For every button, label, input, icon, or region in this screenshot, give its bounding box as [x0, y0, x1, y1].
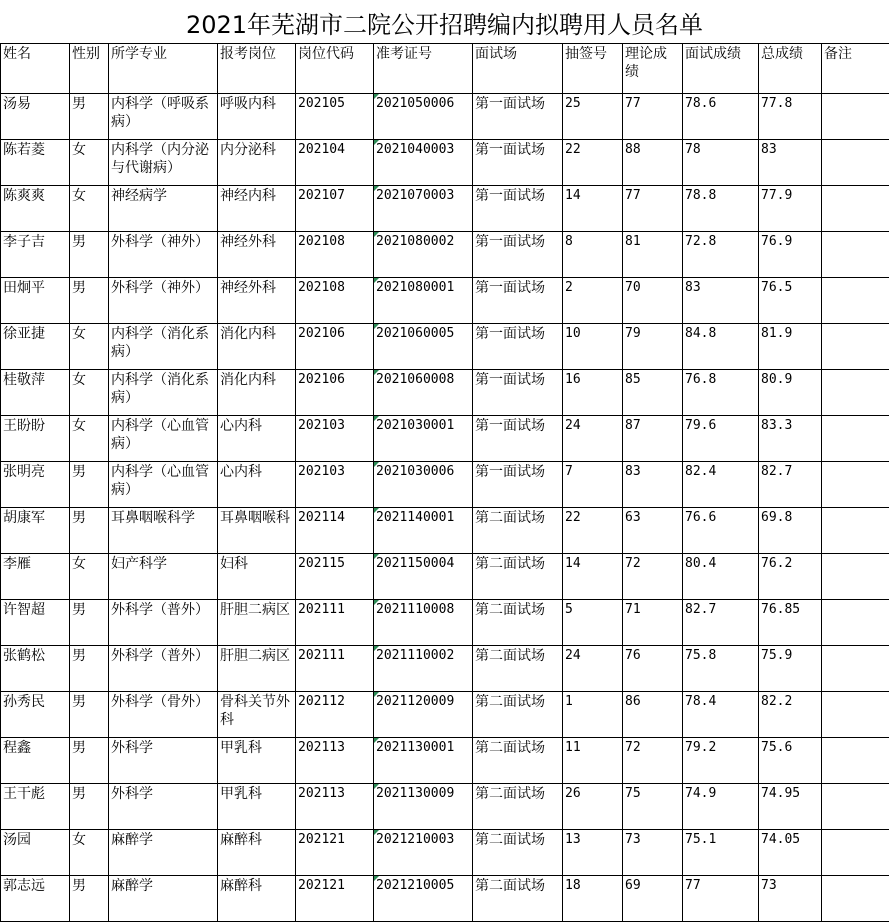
column-header-name: 姓名	[1, 44, 70, 94]
cell-note	[822, 692, 889, 738]
cell-major: 神经病学	[109, 186, 218, 232]
cell-interview-score: 83	[683, 278, 759, 324]
cell-gender: 女	[70, 416, 109, 462]
cell-ticket-number: 2021070003	[374, 186, 473, 232]
cell-draw-number: 18	[563, 876, 623, 922]
cell-position: 内分泌科	[218, 140, 296, 186]
cell-theory-score: 88	[623, 140, 683, 186]
cell-name: 郭志远	[1, 876, 70, 922]
table-row	[1, 232, 889, 278]
cell-ticket-number: 2021210005	[374, 876, 473, 922]
table-row	[1, 738, 889, 784]
cell-position: 呼吸内科	[218, 94, 296, 140]
cell-ticket-number: 2021110002	[374, 646, 473, 692]
cell-position-code: 202111	[296, 646, 374, 692]
cell-position: 耳鼻咽喉科	[218, 508, 296, 554]
cell-interview-room: 第一面试场	[473, 462, 563, 508]
column-header-interview-room: 面试场	[473, 44, 563, 94]
table-row	[1, 370, 889, 416]
cell-total-score: 77.9	[759, 186, 822, 232]
cell-total-score: 83.3	[759, 416, 822, 462]
table-row	[1, 876, 889, 922]
cell-major: 麻醉学	[109, 876, 218, 922]
column-header-major: 所学专业	[109, 44, 218, 94]
cell-position-code: 202115	[296, 554, 374, 600]
cell-ticket-number: 2021080002	[374, 232, 473, 278]
cell-position-code: 202106	[296, 370, 374, 416]
cell-interview-score: 77	[683, 876, 759, 922]
cell-position-code: 202112	[296, 692, 374, 738]
cell-theory-score: 81	[623, 232, 683, 278]
cell-ticket-number: 2021150004	[374, 554, 473, 600]
cell-ticket-number: 2021030001	[374, 416, 473, 462]
cell-interview-score: 75.8	[683, 646, 759, 692]
cell-interview-score: 79.2	[683, 738, 759, 784]
cell-interview-score: 84.8	[683, 324, 759, 370]
header-row	[1, 44, 889, 94]
cell-interview-score: 78	[683, 140, 759, 186]
page-title: 2021年芜湖市二院公开招聘编内拟聘用人员名单	[0, 0, 889, 43]
cell-gender: 女	[70, 370, 109, 416]
cell-theory-score: 70	[623, 278, 683, 324]
cell-note	[822, 232, 889, 278]
cell-interview-score: 78.4	[683, 692, 759, 738]
cell-interview-room: 第一面试场	[473, 416, 563, 462]
cell-draw-number: 7	[563, 462, 623, 508]
cell-gender: 男	[70, 738, 109, 784]
cell-ticket-number: 2021130001	[374, 738, 473, 784]
cell-ticket-number: 2021130009	[374, 784, 473, 830]
cell-position: 甲乳科	[218, 738, 296, 784]
cell-ticket-number: 2021080001	[374, 278, 473, 324]
cell-position-code: 202106	[296, 324, 374, 370]
cell-gender: 男	[70, 94, 109, 140]
cell-draw-number: 13	[563, 830, 623, 876]
cell-name: 李子吉	[1, 232, 70, 278]
column-header-interview-score: 面试成绩	[683, 44, 759, 94]
cell-ticket-number: 2021120009	[374, 692, 473, 738]
cell-interview-room: 第二面试场	[473, 876, 563, 922]
cell-note	[822, 876, 889, 922]
cell-draw-number: 16	[563, 370, 623, 416]
cell-note	[822, 278, 889, 324]
cell-major: 麻醉学	[109, 830, 218, 876]
cell-interview-room: 第一面试场	[473, 186, 563, 232]
cell-draw-number: 8	[563, 232, 623, 278]
cell-draw-number: 10	[563, 324, 623, 370]
cell-major: 内科学（呼吸系病）	[109, 94, 218, 140]
table-row	[1, 554, 889, 600]
table-row	[1, 324, 889, 370]
cell-draw-number: 2	[563, 278, 623, 324]
cell-position: 消化内科	[218, 324, 296, 370]
cell-major: 妇产科学	[109, 554, 218, 600]
cell-major: 内科学（消化系病）	[109, 324, 218, 370]
cell-name: 陈爽爽	[1, 186, 70, 232]
roster-body	[1, 94, 889, 922]
cell-total-score: 76.5	[759, 278, 822, 324]
cell-name: 许智超	[1, 600, 70, 646]
cell-interview-score: 75.1	[683, 830, 759, 876]
cell-draw-number: 26	[563, 784, 623, 830]
cell-interview-room: 第二面试场	[473, 784, 563, 830]
cell-draw-number: 14	[563, 186, 623, 232]
cell-note	[822, 186, 889, 232]
cell-interview-room: 第一面试场	[473, 94, 563, 140]
cell-position-code: 202105	[296, 94, 374, 140]
cell-total-score: 81.9	[759, 324, 822, 370]
table-row	[1, 186, 889, 232]
column-header-position-code: 岗位代码	[296, 44, 374, 94]
cell-gender: 男	[70, 600, 109, 646]
column-header-total-score: 总成绩	[759, 44, 822, 94]
column-header-theory-score: 理论成绩	[623, 44, 683, 94]
cell-total-score: 77.8	[759, 94, 822, 140]
cell-interview-score: 82.4	[683, 462, 759, 508]
column-header-ticket-number: 准考证号	[374, 44, 473, 94]
cell-ticket-number: 2021210003	[374, 830, 473, 876]
cell-name: 陈若菱	[1, 140, 70, 186]
cell-gender: 男	[70, 462, 109, 508]
column-header-draw-number: 抽签号	[563, 44, 623, 94]
cell-total-score: 74.95	[759, 784, 822, 830]
cell-interview-room: 第二面试场	[473, 508, 563, 554]
cell-note	[822, 324, 889, 370]
cell-name: 汤易	[1, 94, 70, 140]
table-row	[1, 416, 889, 462]
cell-interview-room: 第二面试场	[473, 646, 563, 692]
table-row	[1, 140, 889, 186]
cell-position-code: 202113	[296, 784, 374, 830]
cell-name: 田炯平	[1, 278, 70, 324]
cell-name: 张明亮	[1, 462, 70, 508]
table-row	[1, 600, 889, 646]
cell-interview-score: 78.8	[683, 186, 759, 232]
cell-ticket-number: 2021060005	[374, 324, 473, 370]
cell-interview-room: 第二面试场	[473, 600, 563, 646]
cell-position-code: 202103	[296, 462, 374, 508]
cell-major: 外科学（神外）	[109, 232, 218, 278]
cell-position-code: 202113	[296, 738, 374, 784]
cell-draw-number: 1	[563, 692, 623, 738]
cell-theory-score: 86	[623, 692, 683, 738]
cell-gender: 男	[70, 876, 109, 922]
cell-gender: 女	[70, 324, 109, 370]
cell-major: 内科学（消化系病）	[109, 370, 218, 416]
cell-draw-number: 11	[563, 738, 623, 784]
cell-position-code: 202104	[296, 140, 374, 186]
cell-major: 耳鼻咽喉科学	[109, 508, 218, 554]
cell-gender: 女	[70, 554, 109, 600]
cell-note	[822, 140, 889, 186]
cell-note	[822, 462, 889, 508]
cell-name: 程鑫	[1, 738, 70, 784]
cell-draw-number: 5	[563, 600, 623, 646]
table-row	[1, 830, 889, 876]
cell-total-score: 76.9	[759, 232, 822, 278]
cell-theory-score: 87	[623, 416, 683, 462]
cell-gender: 男	[70, 692, 109, 738]
cell-interview-room: 第一面试场	[473, 278, 563, 324]
cell-ticket-number: 2021050006	[374, 94, 473, 140]
cell-major: 内科学（内分泌与代谢病）	[109, 140, 218, 186]
cell-interview-room: 第一面试场	[473, 140, 563, 186]
cell-position: 麻醉科	[218, 876, 296, 922]
cell-total-score: 82.2	[759, 692, 822, 738]
cell-name: 张鹤松	[1, 646, 70, 692]
cell-draw-number: 22	[563, 140, 623, 186]
cell-interview-room: 第一面试场	[473, 324, 563, 370]
cell-theory-score: 76	[623, 646, 683, 692]
cell-position-code: 202108	[296, 278, 374, 324]
cell-theory-score: 72	[623, 738, 683, 784]
table-row	[1, 646, 889, 692]
cell-major: 外科学（神外）	[109, 278, 218, 324]
cell-position-code: 202121	[296, 830, 374, 876]
cell-theory-score: 79	[623, 324, 683, 370]
cell-theory-score: 75	[623, 784, 683, 830]
cell-major: 外科学（普外）	[109, 646, 218, 692]
cell-ticket-number: 2021040003	[374, 140, 473, 186]
cell-name: 孙秀民	[1, 692, 70, 738]
cell-position: 肝胆二病区	[218, 600, 296, 646]
cell-position-code: 202114	[296, 508, 374, 554]
cell-gender: 男	[70, 646, 109, 692]
cell-major: 外科学	[109, 738, 218, 784]
cell-major: 外科学	[109, 784, 218, 830]
cell-note	[822, 738, 889, 784]
cell-interview-room: 第二面试场	[473, 830, 563, 876]
cell-major: 外科学（普外）	[109, 600, 218, 646]
cell-note	[822, 784, 889, 830]
cell-name: 王干彪	[1, 784, 70, 830]
cell-ticket-number: 2021140001	[374, 508, 473, 554]
cell-total-score: 74.05	[759, 830, 822, 876]
cell-theory-score: 83	[623, 462, 683, 508]
cell-gender: 男	[70, 232, 109, 278]
cell-gender: 女	[70, 830, 109, 876]
cell-total-score: 73	[759, 876, 822, 922]
cell-draw-number: 25	[563, 94, 623, 140]
table-row	[1, 692, 889, 738]
cell-position-code: 202121	[296, 876, 374, 922]
cell-major: 内科学（心血管病）	[109, 416, 218, 462]
cell-major: 内科学（心血管病）	[109, 462, 218, 508]
cell-interview-room: 第二面试场	[473, 738, 563, 784]
cell-draw-number: 24	[563, 646, 623, 692]
cell-name: 王盼盼	[1, 416, 70, 462]
cell-note	[822, 416, 889, 462]
cell-interview-score: 80.4	[683, 554, 759, 600]
cell-interview-score: 74.9	[683, 784, 759, 830]
cell-theory-score: 72	[623, 554, 683, 600]
cell-theory-score: 85	[623, 370, 683, 416]
cell-total-score: 80.9	[759, 370, 822, 416]
cell-interview-score: 79.6	[683, 416, 759, 462]
hiring-roster-table	[0, 43, 889, 922]
cell-position: 麻醉科	[218, 830, 296, 876]
cell-ticket-number: 2021110008	[374, 600, 473, 646]
cell-position: 消化内科	[218, 370, 296, 416]
cell-total-score: 82.7	[759, 462, 822, 508]
cell-theory-score: 69	[623, 876, 683, 922]
cell-total-score: 69.8	[759, 508, 822, 554]
cell-note	[822, 370, 889, 416]
cell-position: 神经外科	[218, 232, 296, 278]
cell-name: 胡康军	[1, 508, 70, 554]
cell-note	[822, 600, 889, 646]
cell-interview-score: 72.8	[683, 232, 759, 278]
cell-name: 李雁	[1, 554, 70, 600]
cell-interview-room: 第二面试场	[473, 554, 563, 600]
cell-gender: 女	[70, 140, 109, 186]
cell-theory-score: 77	[623, 186, 683, 232]
table-row	[1, 462, 889, 508]
cell-gender: 女	[70, 186, 109, 232]
cell-interview-room: 第二面试场	[473, 692, 563, 738]
cell-position-code: 202111	[296, 600, 374, 646]
cell-position: 肝胆二病区	[218, 646, 296, 692]
column-header-gender: 性别	[70, 44, 109, 94]
column-header-position: 报考岗位	[218, 44, 296, 94]
cell-gender: 男	[70, 508, 109, 554]
cell-position-code: 202107	[296, 186, 374, 232]
cell-interview-score: 78.6	[683, 94, 759, 140]
cell-position-code: 202103	[296, 416, 374, 462]
cell-position: 甲乳科	[218, 784, 296, 830]
cell-position: 神经外科	[218, 278, 296, 324]
cell-draw-number: 22	[563, 508, 623, 554]
cell-major: 外科学（骨外）	[109, 692, 218, 738]
cell-gender: 男	[70, 278, 109, 324]
cell-total-score: 75.6	[759, 738, 822, 784]
cell-interview-score: 76.8	[683, 370, 759, 416]
cell-note	[822, 554, 889, 600]
cell-total-score: 76.85	[759, 600, 822, 646]
cell-theory-score: 71	[623, 600, 683, 646]
cell-name: 徐亚捷	[1, 324, 70, 370]
cell-interview-score: 82.7	[683, 600, 759, 646]
cell-theory-score: 77	[623, 94, 683, 140]
cell-position: 骨科关节外科	[218, 692, 296, 738]
cell-ticket-number: 2021030006	[374, 462, 473, 508]
cell-note	[822, 508, 889, 554]
cell-theory-score: 63	[623, 508, 683, 554]
cell-draw-number: 14	[563, 554, 623, 600]
cell-position: 妇科	[218, 554, 296, 600]
cell-total-score: 83	[759, 140, 822, 186]
cell-total-score: 75.9	[759, 646, 822, 692]
cell-interview-room: 第一面试场	[473, 370, 563, 416]
cell-position-code: 202108	[296, 232, 374, 278]
cell-position: 神经内科	[218, 186, 296, 232]
cell-note	[822, 646, 889, 692]
cell-draw-number: 24	[563, 416, 623, 462]
table-row	[1, 508, 889, 554]
cell-gender: 男	[70, 784, 109, 830]
cell-name: 桂敬萍	[1, 370, 70, 416]
cell-position: 心内科	[218, 462, 296, 508]
cell-theory-score: 73	[623, 830, 683, 876]
table-row	[1, 94, 889, 140]
cell-position: 心内科	[218, 416, 296, 462]
table-row	[1, 784, 889, 830]
cell-note	[822, 94, 889, 140]
cell-interview-room: 第一面试场	[473, 232, 563, 278]
cell-name: 汤园	[1, 830, 70, 876]
table-row	[1, 278, 889, 324]
cell-ticket-number: 2021060008	[374, 370, 473, 416]
cell-note	[822, 830, 889, 876]
cell-total-score: 76.2	[759, 554, 822, 600]
cell-interview-score: 76.6	[683, 508, 759, 554]
column-header-note: 备注	[822, 44, 889, 94]
